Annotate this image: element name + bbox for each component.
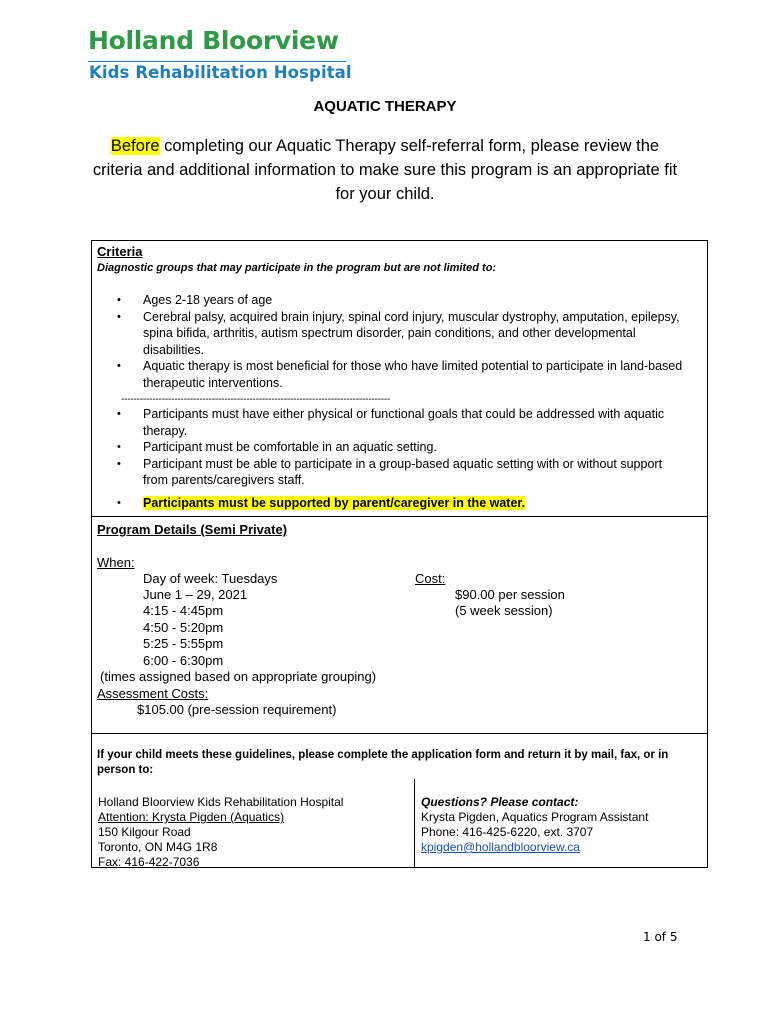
time-slot: 5:25 - 5:55pm <box>143 636 224 651</box>
time-slot: 6:00 - 6:30pm <box>143 653 224 668</box>
list-item: • Ages 2-18 years of age <box>96 292 690 309</box>
contact-phone: Phone: 416-425-6220, ext. 3707 <box>421 825 594 839</box>
section-divider-2 <box>91 733 708 734</box>
list-item: • Participant must be comfortable in an aquatic setting. <box>96 439 690 456</box>
time-slot: 4:50 - 5:20pm <box>143 620 224 635</box>
program-dates: June 1 – 29, 2021 <box>143 587 248 602</box>
cost-note: (5 week session) <box>455 603 553 618</box>
contact-name: Krysta Pigden, Aquatics Program Assistant <box>421 810 649 824</box>
separator-dashes: -------------------------------------------------------------------------------------- <box>121 394 391 405</box>
contact-column-divider <box>414 779 415 868</box>
criteria-list-a <box>96 292 690 391</box>
program-day: Day of week: Tuesdays <box>143 571 278 586</box>
intro-highlight: Before <box>110 137 160 155</box>
list-item: • Cerebral palsy, acquired brain injury, spinal cord injury, muscular dystrophy, amputation, epilepsy, spina bifida, arthritis, autism spectrum disorder, pain conditions, and other developmental disabilities. <box>96 309 690 359</box>
questions-heading: Questions? Please contact: <box>421 795 579 809</box>
criteria-heading: Criteria <box>97 244 143 259</box>
assessment-value: $105.00 (pre-session requirement) <box>137 702 337 717</box>
cost-label: Cost: <box>415 571 446 586</box>
page-title: AQUATIC THERAPY <box>313 98 457 115</box>
address-city: Toronto, ON M4G 1R8 <box>98 840 218 854</box>
criteria-list-b <box>96 406 690 511</box>
logo-subtitle: Kids Rehabilitation Hospital <box>89 63 352 82</box>
assessment-label: Assessment Costs: <box>97 686 209 701</box>
page-number: 1 of 5 <box>643 930 678 944</box>
list-item: • Participant must be able to participate in a group-based aquatic setting with or without support from parents/caregivers staff. <box>96 456 690 489</box>
address-org: Holland Bloorview Kids Rehabilitation Hospital <box>98 795 344 809</box>
address-street: 150 Kilgour Road <box>98 825 191 839</box>
logo-divider <box>88 61 346 62</box>
criteria-subheading: Diagnostic groups that may participate in the program but are not limited to: <box>97 262 497 274</box>
intro-paragraph <box>88 134 682 206</box>
address-attention: Attention: Krysta Pigden (Aquatics) <box>98 810 285 824</box>
submission-instructions: If your child meets these guidelines, please complete the application form and return it by mail, fax, or in person to: <box>97 749 669 776</box>
when-label: When: <box>97 555 135 570</box>
logo-holland-bloorview: Holland Bloorview <box>88 26 339 55</box>
cost-value: $90.00 per session <box>455 587 565 602</box>
intro-text: completing our Aquatic Therapy self-referral form, please review the criteria and additional information to make sure this program is an appropriate fit for your child. <box>92 137 678 203</box>
list-item: • Aquatic therapy is most beneficial for those who have limited potential to participate in land-based therapeutic interventions. <box>96 358 690 391</box>
list-item: • Participants must have either physical or functional goals that could be addressed with aquatic therapy. <box>96 406 690 439</box>
time-slot: 4:15 - 4:45pm <box>143 603 224 618</box>
contact-email-link[interactable]: kpigden@hollandbloorview.ca <box>421 840 580 854</box>
address-fax: Fax: 416-422-7036 <box>98 855 200 869</box>
section-divider-1 <box>91 516 708 517</box>
list-item-highlighted <box>96 495 690 512</box>
times-note: (times assigned based on appropriate grouping) <box>100 669 377 684</box>
program-heading: Program Details (Semi Private) <box>97 522 288 537</box>
highlighted-requirement: Participants must be supported by parent/caregiver in the water. <box>143 495 526 510</box>
